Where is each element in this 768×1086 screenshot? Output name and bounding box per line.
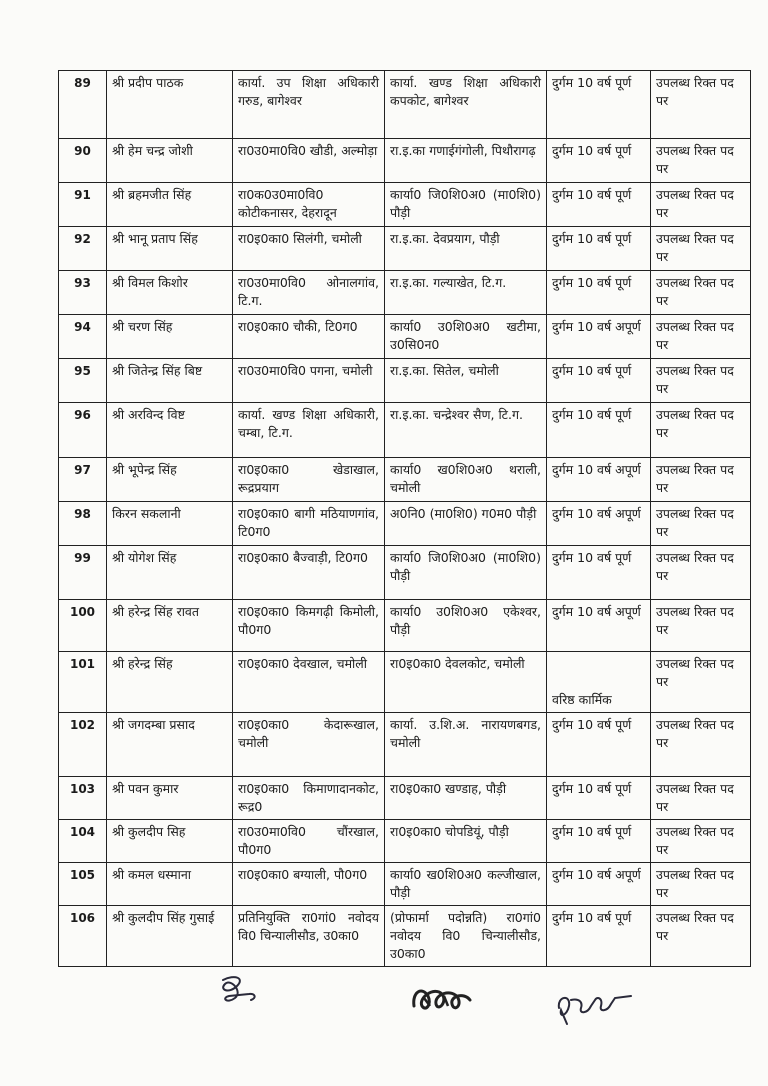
new-posting: कार्या0 जि0शि0अ0 (मा0शि0) पौड़ी <box>385 183 547 227</box>
post-status: उपलब्ध रिक्त पद पर <box>651 403 751 458</box>
serial-number: 102 <box>59 713 107 777</box>
serial-number: 90 <box>59 139 107 183</box>
current-posting: रा0इ0का0 बग्याली, पौ0ग0 <box>233 863 385 906</box>
serial-number: 97 <box>59 458 107 502</box>
service-category: वरिष्ठ कार्मिक <box>547 652 651 713</box>
current-posting: रा0इ0का0 खेडाखाल, रूद्रप्रयाग <box>233 458 385 502</box>
current-posting: रा0उ0मा0वि0 पगना, चमोली <box>233 359 385 403</box>
serial-number: 93 <box>59 271 107 315</box>
new-posting: रा.इ.का. सितेल, चमोली <box>385 359 547 403</box>
service-category: दुर्गम 10 वर्ष अपूर्ण <box>547 458 651 502</box>
service-category: दुर्गम 10 वर्ष पूर्ण <box>547 183 651 227</box>
serial-number: 104 <box>59 820 107 863</box>
service-category: दुर्गम 10 वर्ष पूर्ण <box>547 359 651 403</box>
employee-name: श्री चरण सिंह <box>107 315 233 359</box>
employee-name: श्री हरेन्द्र सिंह <box>107 652 233 713</box>
table-row <box>59 271 751 315</box>
signature-2 <box>408 976 474 1020</box>
post-status: उपलब्ध रिक्त पद पर <box>651 906 751 967</box>
table-row <box>59 315 751 359</box>
serial-number: 99 <box>59 546 107 600</box>
new-posting: रा.इ.का गणाईगंगोली, पिथौरागढ़ <box>385 139 547 183</box>
current-posting: रा0क0उ0मा0वि0 कोटीकनासर, देहरादून <box>233 183 385 227</box>
employee-name: श्री ब्रहमजीत सिंह <box>107 183 233 227</box>
post-status: उपलब्ध रिक्त पद पर <box>651 652 751 713</box>
current-posting: रा0इ0का0 बागी मठियाणगांव, टि0ग0 <box>233 502 385 546</box>
post-status: उपलब्ध रिक्त पद पर <box>651 502 751 546</box>
current-posting: रा0इ0का0 किमगढ़ी किमोली, पौ0ग0 <box>233 600 385 652</box>
post-status: उपलब्ध रिक्त पद पर <box>651 458 751 502</box>
new-posting: कार्या0 जि0शि0अ0 (मा0शि0) पौड़ी <box>385 546 547 600</box>
table-body <box>59 71 751 967</box>
new-posting: (प्रोफार्मा पदोन्नति) रा0गां0 नवोदय वि0 चिन्यालीसौड, उ0का0 <box>385 906 547 967</box>
transfer-table <box>58 70 751 967</box>
post-status: उपलब्ध रिक्त पद पर <box>651 139 751 183</box>
current-posting: रा0इ0का0 केदारूखाल, चमोली <box>233 713 385 777</box>
serial-number: 101 <box>59 652 107 713</box>
employee-name: श्री कमल धस्माना <box>107 863 233 906</box>
current-posting: रा0इ0का0 बैज्वाड़ी, टि0ग0 <box>233 546 385 600</box>
service-category: दुर्गम 10 वर्ष पूर्ण <box>547 227 651 271</box>
post-status: उपलब्ध रिक्त पद पर <box>651 71 751 139</box>
employee-name: श्री हरेन्द्र सिंह रावत <box>107 600 233 652</box>
employee-name: श्री जगदम्बा प्रसाद <box>107 713 233 777</box>
new-posting: रा.इ.का. गल्याखेत, टि.ग. <box>385 271 547 315</box>
table-row <box>59 820 751 863</box>
new-posting: कार्या0 उ0शि0अ0 एकेश्वर, पौड़ी <box>385 600 547 652</box>
current-posting: कार्या. खण्ड शिक्षा अधिकारी, चम्बा, टि.ग. <box>233 403 385 458</box>
post-status: उपलब्ध रिक्त पद पर <box>651 227 751 271</box>
new-posting: रा0इ0का0 चोपडियूं, पौड़ी <box>385 820 547 863</box>
post-status: उपलब्ध रिक्त पद पर <box>651 315 751 359</box>
serial-number: 94 <box>59 315 107 359</box>
table-row <box>59 403 751 458</box>
new-posting: रा0इ0का0 खण्डाह, पौड़ी <box>385 777 547 820</box>
employee-name: श्री प्रदीप पाठक <box>107 71 233 139</box>
service-category: दुर्गम 10 वर्ष पूर्ण <box>547 139 651 183</box>
table-row <box>59 713 751 777</box>
current-posting: कार्या. उप शिक्षा अधिकारी गरुड, बागेश्वर <box>233 71 385 139</box>
current-posting: रा0इ0का0 चौकी, टि0ग0 <box>233 315 385 359</box>
post-status: उपलब्ध रिक्त पद पर <box>651 600 751 652</box>
employee-name: श्री भूपेन्द्र सिंह <box>107 458 233 502</box>
service-category: दुर्गम 10 वर्ष पूर्ण <box>547 71 651 139</box>
service-category: दुर्गम 10 वर्ष पूर्ण <box>547 546 651 600</box>
service-category: दुर्गम 10 वर्ष पूर्ण <box>547 271 651 315</box>
serial-number: 91 <box>59 183 107 227</box>
serial-number: 92 <box>59 227 107 271</box>
serial-number: 103 <box>59 777 107 820</box>
serial-number: 96 <box>59 403 107 458</box>
signature-1 <box>215 972 265 1010</box>
table-row <box>59 183 751 227</box>
service-category: दुर्गम 10 वर्ष अपूर्ण <box>547 315 651 359</box>
employee-name: श्री पवन कुमार <box>107 777 233 820</box>
employee-name: श्री जितेन्द्र सिंह बिष्ट <box>107 359 233 403</box>
new-posting: रा0इ0का0 देवलकोट, चमोली <box>385 652 547 713</box>
employee-name: श्री भानू प्रताप सिंह <box>107 227 233 271</box>
current-posting: रा0उ0मा0वि0 ओनालगांव, टि.ग. <box>233 271 385 315</box>
new-posting: कार्या0 उ0शि0अ0 खटीमा, उ0सि0न0 <box>385 315 547 359</box>
new-posting: कार्या0 ख0शि0अ0 कल्जीखाल, पौड़ी <box>385 863 547 906</box>
table-row <box>59 600 751 652</box>
service-category: दुर्गम 10 वर्ष अपूर्ण <box>547 502 651 546</box>
table-row <box>59 863 751 906</box>
current-posting: रा0इ0का0 किमाणादानकोट, रूद्र0 <box>233 777 385 820</box>
serial-number: 98 <box>59 502 107 546</box>
service-category: दुर्गम 10 वर्ष पूर्ण <box>547 906 651 967</box>
serial-number: 105 <box>59 863 107 906</box>
post-status: उपलब्ध रिक्त पद पर <box>651 863 751 906</box>
table-row <box>59 906 751 967</box>
employee-name: श्री विमल किशोर <box>107 271 233 315</box>
signature-area <box>0 968 768 1058</box>
table-row <box>59 652 751 713</box>
service-category: दुर्गम 10 वर्ष पूर्ण <box>547 777 651 820</box>
new-posting: कार्या. उ.शि.अ. नारायणबगड, चमोली <box>385 713 547 777</box>
service-category: दुर्गम 10 वर्ष पूर्ण <box>547 820 651 863</box>
table-row <box>59 71 751 139</box>
post-status: उपलब्ध रिक्त पद पर <box>651 820 751 863</box>
post-status: उपलब्ध रिक्त पद पर <box>651 546 751 600</box>
employee-name: श्री अरविन्द विष्ट <box>107 403 233 458</box>
post-status: उपलब्ध रिक्त पद पर <box>651 713 751 777</box>
serial-number: 95 <box>59 359 107 403</box>
post-status: उपलब्ध रिक्त पद पर <box>651 271 751 315</box>
table-row <box>59 777 751 820</box>
employee-name: किरन सकलानी <box>107 502 233 546</box>
current-posting: रा0उ0मा0वि0 खौडी, अल्मोड़ा <box>233 139 385 183</box>
current-posting: रा0उ0मा0वि0 चौंरखाल, पौ0ग0 <box>233 820 385 863</box>
post-status: उपलब्ध रिक्त पद पर <box>651 777 751 820</box>
current-posting: प्रतिनियुक्ति रा0गां0 नवोदय वि0 चिन्यालीसौड, उ0का0 <box>233 906 385 967</box>
post-status: उपलब्ध रिक्त पद पर <box>651 359 751 403</box>
employee-name: श्री हेम चन्द्र जोशी <box>107 139 233 183</box>
current-posting: रा0इ0का0 देवखाल, चमोली <box>233 652 385 713</box>
employee-name: श्री कुलदीप सिह <box>107 820 233 863</box>
table-row <box>59 227 751 271</box>
new-posting: कार्या0 ख0शि0अ0 थराली, चमोली <box>385 458 547 502</box>
table-row <box>59 458 751 502</box>
new-posting: रा.इ.का. चन्द्रेश्वर सैण, टि.ग. <box>385 403 547 458</box>
service-category: दुर्गम 10 वर्ष अपूर्ण <box>547 863 651 906</box>
table-row <box>59 546 751 600</box>
table-row <box>59 359 751 403</box>
serial-number: 100 <box>59 600 107 652</box>
employee-name: श्री योगेश सिंह <box>107 546 233 600</box>
service-category: दुर्गम 10 वर्ष पूर्ण <box>547 713 651 777</box>
serial-number: 89 <box>59 71 107 139</box>
new-posting: अ0नि0 (मा0शि0) ग0म0 पौड़ी <box>385 502 547 546</box>
employee-name: श्री कुलदीप सिंह गुसाई <box>107 906 233 967</box>
table-row <box>59 139 751 183</box>
service-category: दुर्गम 10 वर्ष पूर्ण <box>547 403 651 458</box>
serial-number: 106 <box>59 906 107 967</box>
new-posting: रा.इ.का. देवप्रयाग, पौड़ी <box>385 227 547 271</box>
signature-3 <box>553 986 635 1028</box>
new-posting: कार्या. खण्ड शिक्षा अधिकारी कपकोट, बागेश्वर <box>385 71 547 139</box>
service-category: दुर्गम 10 वर्ष अपूर्ण <box>547 600 651 652</box>
current-posting: रा0इ0का0 सिलंगी, चमोली <box>233 227 385 271</box>
table-row <box>59 502 751 546</box>
post-status: उपलब्ध रिक्त पद पर <box>651 183 751 227</box>
